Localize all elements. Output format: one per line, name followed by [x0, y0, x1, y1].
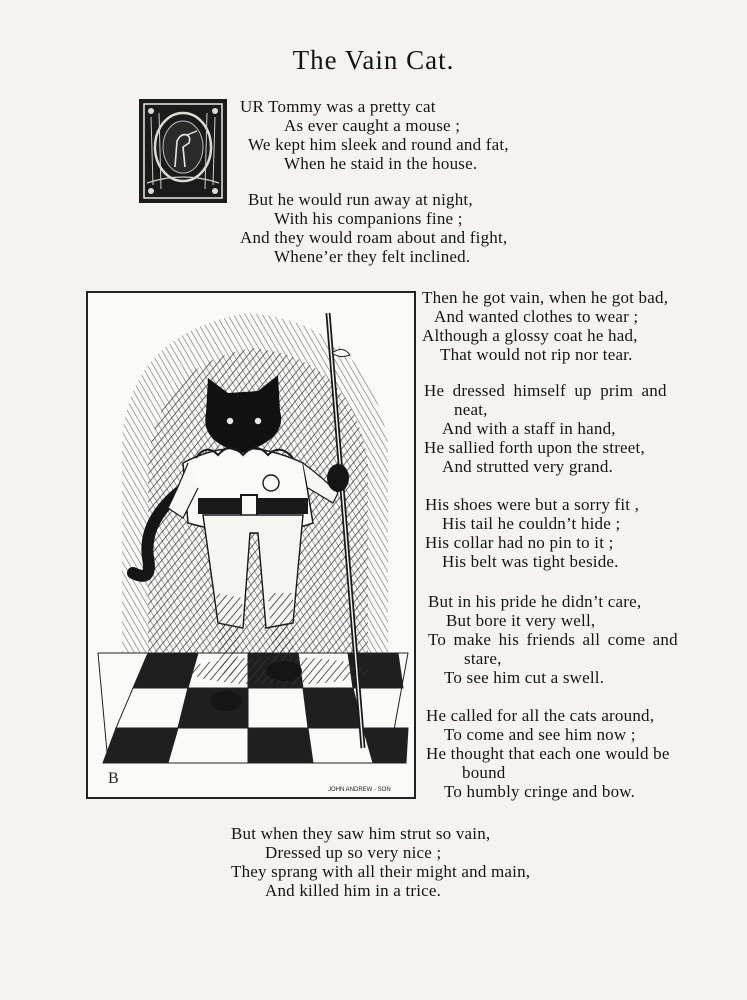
poem-line: And with a staff in hand, [442, 419, 616, 438]
cat-illustration [86, 291, 416, 799]
poem-line: And wanted clothes to wear ; [434, 307, 639, 326]
poem-line: As ever caught a mouse ; [284, 116, 461, 135]
drop-cap-illustration [137, 97, 229, 205]
poem-line: He thought that each one would be [426, 744, 670, 763]
poem-line: When he staid in the house. [284, 154, 478, 173]
poem-line: That would not rip nor tear. [440, 345, 633, 364]
poem-line: But bore it very well, [446, 611, 596, 630]
poem-line: But in his pride he didn’t care, [428, 592, 642, 611]
poem-line: stare, [464, 649, 502, 668]
stanza-7 [426, 706, 670, 801]
engraver-signature: JOHN ANDREW - SON [328, 787, 391, 793]
poem-line: And they would roam about and fight, [240, 228, 508, 247]
poem-line: neat, [454, 400, 488, 419]
poem-line: To see him cut a swell. [444, 668, 605, 687]
poem-line: He dressed himself up prim and [424, 381, 667, 400]
poem-line: To humbly cringe and bow. [444, 782, 636, 801]
poem-line: And strutted very grand. [442, 457, 613, 476]
stanza-5 [425, 495, 639, 571]
poem-title: The Vain Cat. [292, 45, 455, 75]
stanza-3 [422, 288, 668, 364]
monogram-mark: B [108, 770, 119, 787]
stanza-2 [240, 190, 508, 266]
poem-line: To make his friends all come and [428, 630, 678, 649]
poem-line: With his companions fine ; [274, 209, 463, 228]
poem-line: But when they saw him strut so vain, [231, 824, 491, 843]
poem-line: His tail he couldn’t hide ; [442, 514, 621, 533]
poem-line: Then he got vain, when he got bad, [422, 288, 669, 307]
poem-line: His shoes were but a sorry fit , [425, 495, 640, 514]
poem-line: His belt was tight beside. [442, 552, 619, 571]
stanza-4 [424, 381, 667, 476]
stanza-1 [240, 97, 509, 173]
poem-line: Dressed up so very nice ; [265, 843, 442, 862]
stanza-6 [428, 592, 678, 687]
poem-line: He sallied forth upon the street, [424, 438, 645, 457]
poem-line: To come and see him now ; [444, 725, 636, 744]
poem-line: bound [462, 763, 506, 782]
poem-line: We kept him sleek and round and fat, [248, 135, 509, 154]
poem-line: UR Tommy was a pretty cat [240, 97, 436, 116]
poem-line: And killed him in a trice. [265, 881, 442, 900]
poem-line: But he would run away at night, [248, 190, 473, 209]
stanza-8 [231, 824, 530, 900]
poem-line: Although a glossy coat he had, [422, 326, 638, 345]
poem-line: They sprang with all their might and main, [231, 862, 531, 881]
poem-line: He called for all the cats around, [426, 706, 655, 725]
poem-line: His collar had no pin to it ; [425, 533, 614, 552]
poem-line: Whene’er they felt inclined. [274, 247, 471, 266]
